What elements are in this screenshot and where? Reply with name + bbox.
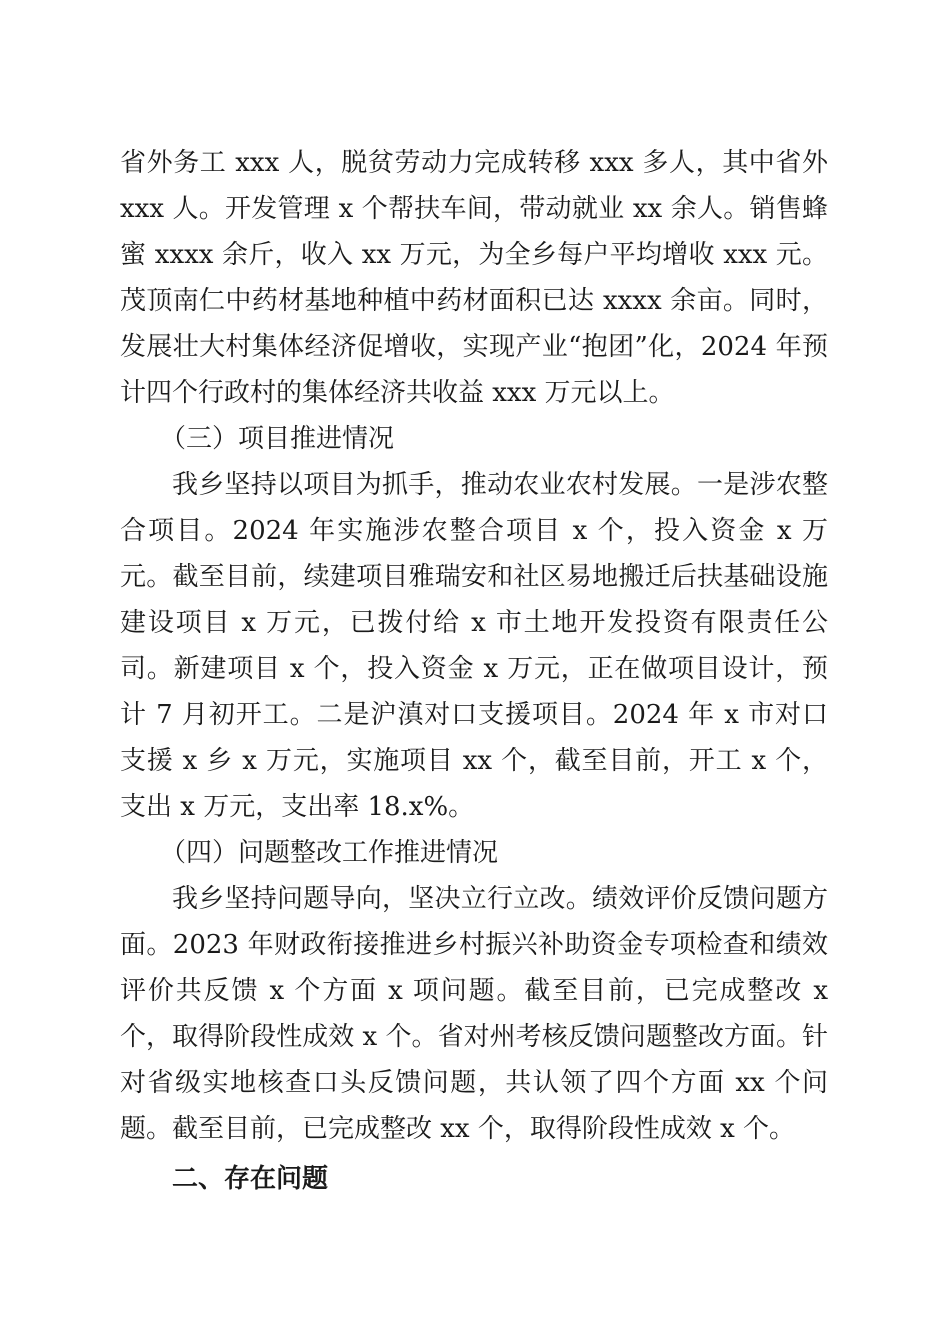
document-body	[120, 140, 828, 1204]
paragraph-industry-income: 省外务工 xxx 人，脱贫劳动力完成转移 xxx 多人，其中省外 xxx 人。开发管理 x 个帮扶车间，带动就业 xx 余人。销售蜂蜜 xxxx 余斤，收入 xx 万元，为全乡每户平均增收 xxx 元。茂顶南仁中药材基地种植中药材面积已达 xxxx 余亩。同时，发展壮大村集体经济促增收，实现产业“抱团”化，2024 年预计四个行政村的集体经济共收益 xxx 万元以上。	[120, 148, 828, 408]
section-heading-project-progress: （三）项目推进情况	[160, 424, 395, 454]
section-heading-rectification: （四）问题整改工作推进情况	[160, 838, 499, 868]
chapter-heading-existing-problems: 二、存在问题	[172, 1164, 329, 1194]
paragraph-rectification: 我乡坚持问题导向，坚决立行立改。绩效评价反馈问题方面。2023 年财政衔接推进乡村振兴补助资金专项检查和绩效评价共反馈 x 个方面 x 项问题。截至目前，已完成整改 x 个，取得阶段性成效 x 个。省对州考核反馈问题整改方面。针对省级实地核查口头反馈问题，共认领了四个方面 xx 个问题。截至目前，已完成整改 xx 个，取得阶段性成效 x 个。	[120, 884, 828, 1144]
paragraph-project-progress: 我乡坚持以项目为抓手，推动农业农村发展。一是涉农整合项目。2024 年实施涉农整合项目 x 个，投入资金 x 万元。截至目前，续建项目雅瑞安和社区易地搬迁后扶基础设施建设项目 x 万元，已拨付给 x 市土地开发投资有限责任公司。新建项目 x 个，投入资金 x 万元，正在做项目设计，预计 7 月初开工。二是沪滇对口支援项目。2024 年 x 市对口支援 x 乡 x 万元，实施项目 xx 个，截至目前，开工 x 个，支出 x 万元，支出率 18.x%。	[120, 470, 828, 822]
